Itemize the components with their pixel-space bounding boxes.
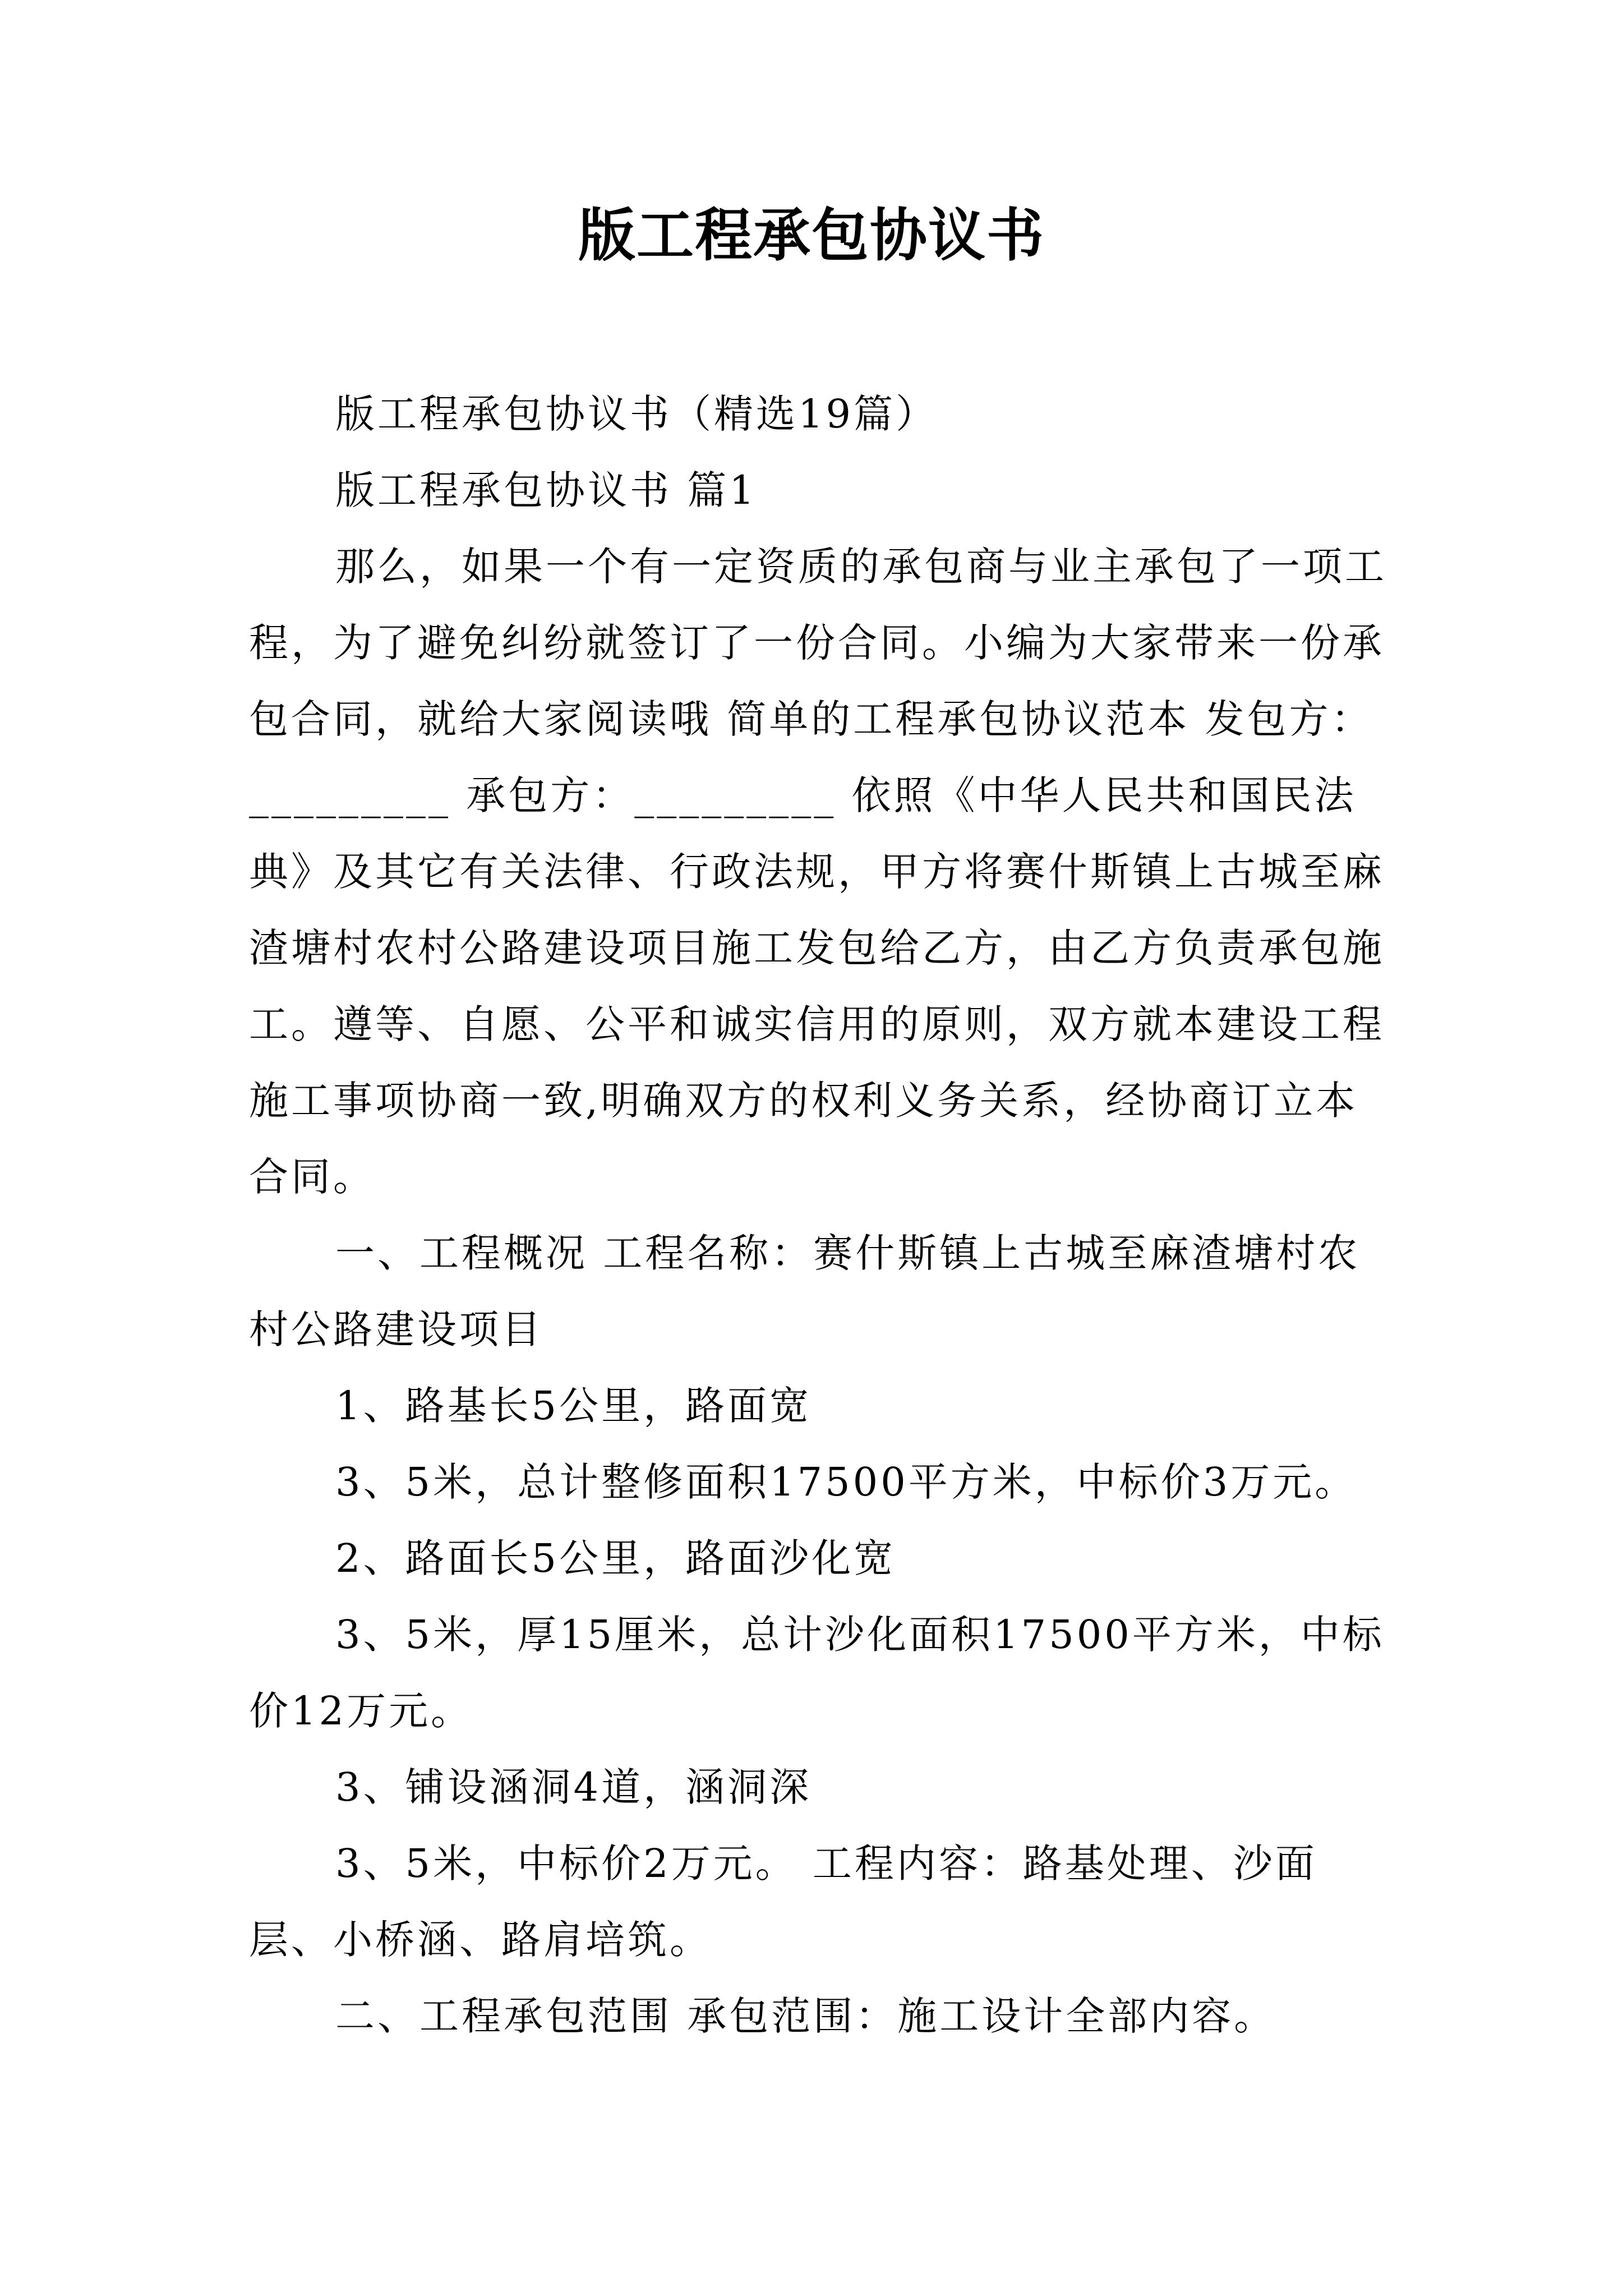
project-overview-paragraph: 一、工程概况 工程名称：赛什斯镇上古城至麻渣塘村农村公路建设项目 xyxy=(249,1230,1361,1352)
list-item: 3、5米，中标价2万元。 工程内容：路基处理、沙面层、小桥涵、路肩培筑。 xyxy=(249,1841,1317,1963)
list-item: 1、路基长5公里，路面宽 xyxy=(335,1383,812,1429)
subtitle-paragraph: 版工程承包协议书（精选19篇） xyxy=(335,391,938,437)
document-body xyxy=(249,376,1393,2054)
intro-paragraph: 那么，如果一个有一定资质的承包商与业主承包了一项工程，为了避免纠纷就签订了一份合同。小编为大家带来一份承包合同，就给大家阅读哦 简单的工程承包协议范本 发包方：_________ 承包方：_________ 依照《中华人民共和国民法典》及其它有关法律、行政法规，甲方将赛什斯镇上古城至麻渣塘村农村公路建设项目施工发包给乙方，由乙方负责承包施工。遵等、自愿、公平和诚实信用的原则，双方就本建设工程施工事项协商一致,明确双方的权利义务关系，经协商订立本合同。 xyxy=(249,544,1387,1200)
list-item: 2、路面长5公里，路面沙化宽 xyxy=(335,1535,896,1581)
list-item: 3、5米，厚15厘米，总计沙化面积17500平方米，中标价12万元。 xyxy=(249,1612,1385,1734)
section-heading: 版工程承包协议书 篇1 xyxy=(335,467,757,513)
scope-paragraph: 二、工程承包范围 承包范围：施工设计全部内容。 xyxy=(335,1993,1276,2039)
document-title: 版工程承包协议书 xyxy=(578,202,1045,269)
list-item: 3、铺设涵洞4道，涵洞深 xyxy=(335,1764,812,1810)
list-item: 3、5米，总计整修面积17500平方米，中标价3万元。 xyxy=(335,1459,1357,1505)
